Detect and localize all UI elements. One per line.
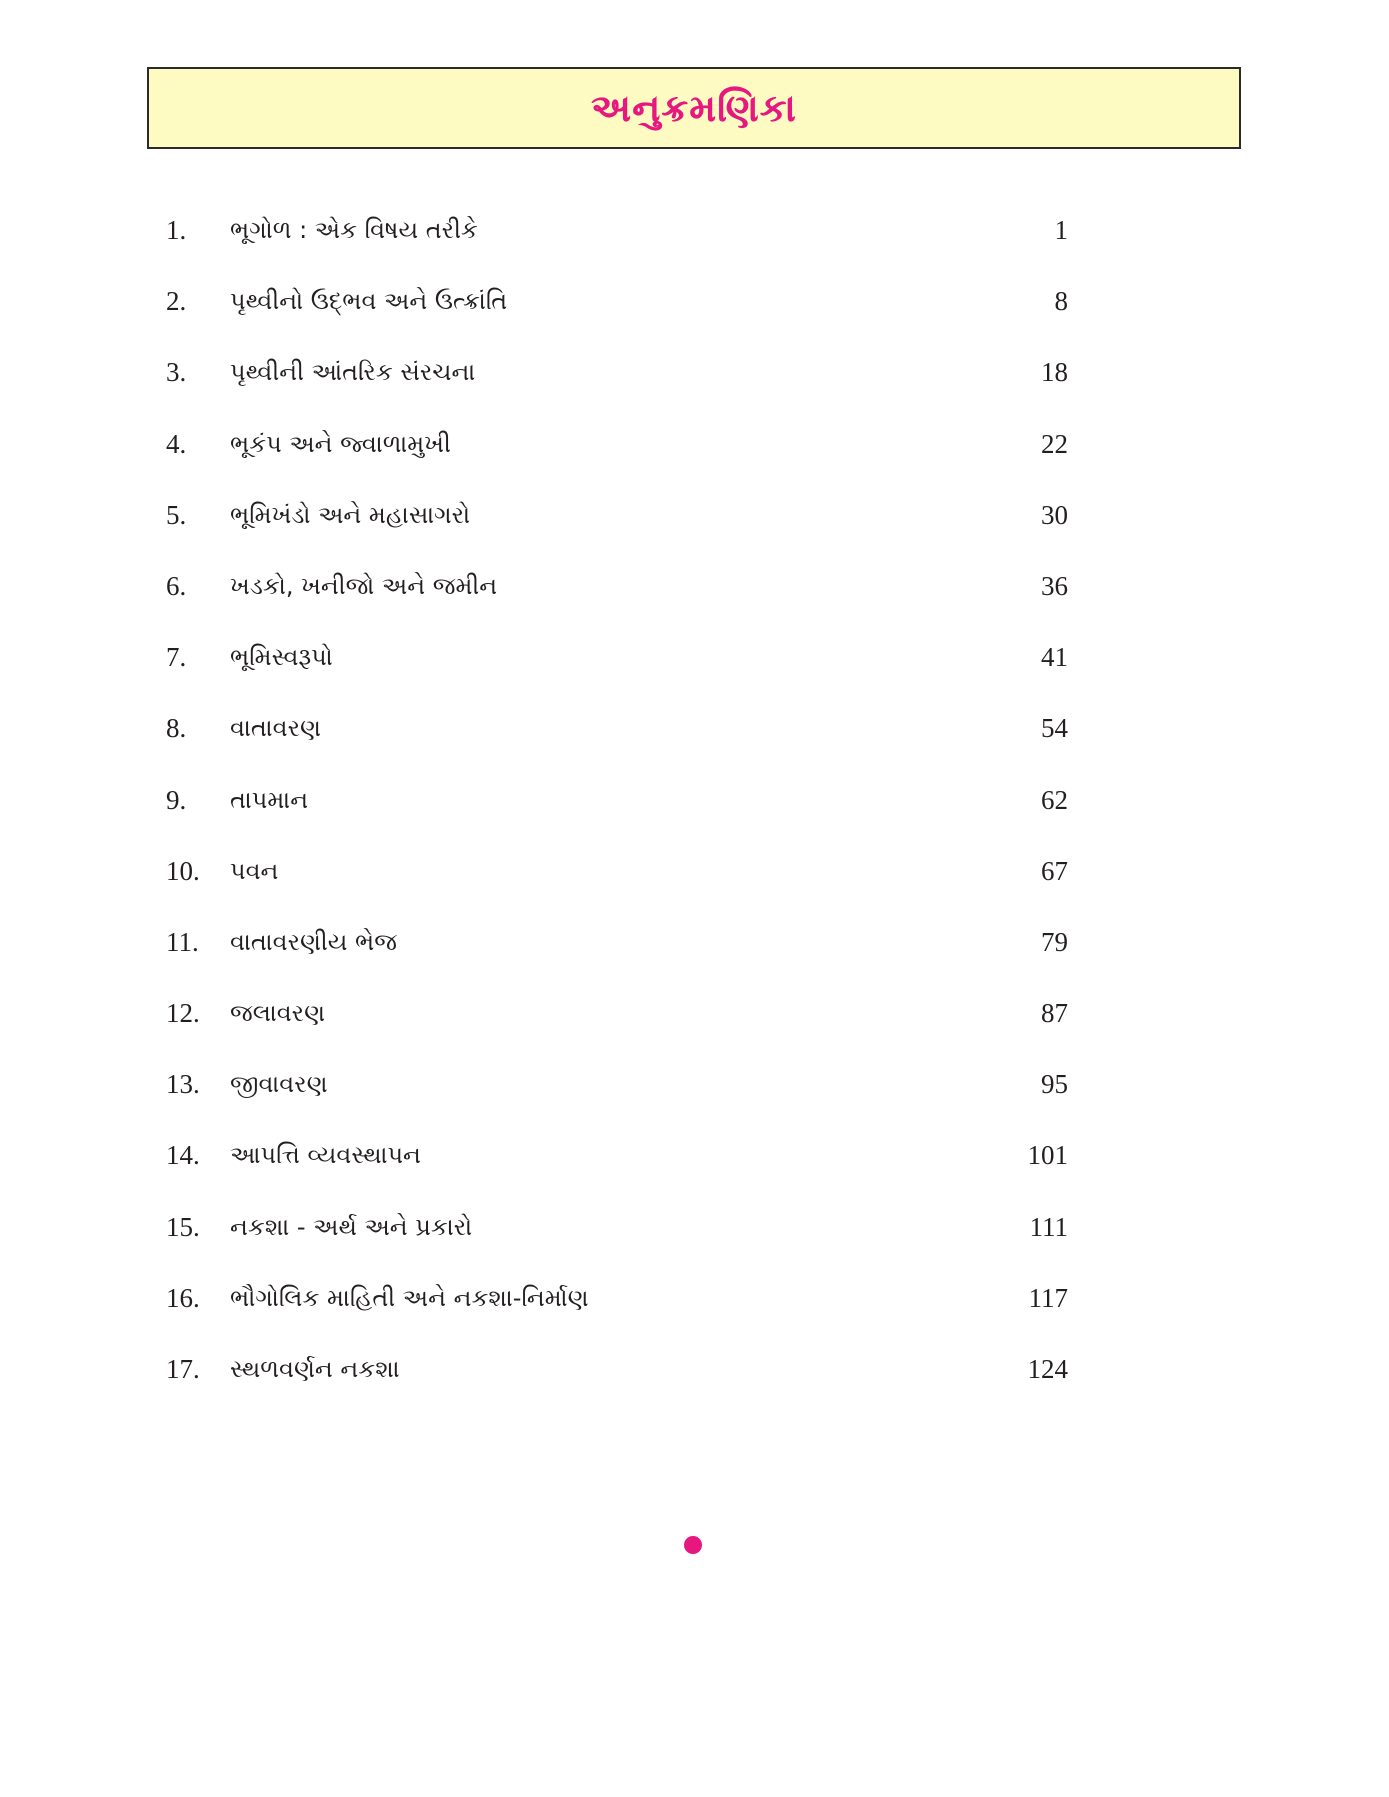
chapter-title: ભૌગોલિક માહિતી અને નકશા-નિર્માણ [230, 1283, 589, 1312]
page-number: 95 [1041, 1069, 1068, 1100]
chapter-number: 10. [166, 855, 200, 886]
page-number: 117 [1028, 1282, 1068, 1313]
page-number: 62 [1041, 784, 1068, 815]
chapter-title: ભૂમિખંડો અને મહાસાગરો [230, 500, 471, 529]
table-of-contents [166, 200, 1068, 1410]
chapter-title: ખડકો, ખનીજો અને જમીન [230, 571, 498, 600]
page-number: 87 [1041, 998, 1068, 1029]
page-title: અનુક્રમણિકા [591, 85, 797, 130]
chapter-number: 14. [166, 1140, 200, 1171]
chapter-number: 1. [166, 215, 187, 245]
page-number: 1 [1054, 215, 1068, 245]
chapter-title: વાતાવરણીય ભેજ [230, 927, 397, 956]
chapter-title: વાતાવરણ [230, 714, 321, 743]
toc-entry[interactable] [166, 271, 1068, 342]
toc-entry[interactable] [166, 1197, 1068, 1268]
toc-entry[interactable] [166, 1125, 1068, 1196]
page-number: 36 [1041, 570, 1068, 601]
page-number: 54 [1041, 713, 1068, 744]
page-number: 124 [1027, 1354, 1068, 1384]
chapter-title: તાપમાન [230, 785, 309, 814]
chapter-number: 13. [166, 1069, 200, 1100]
toc-entry[interactable] [166, 556, 1068, 627]
toc-entry[interactable] [166, 1054, 1068, 1125]
chapter-title: જીવાવરણ [230, 1070, 328, 1099]
chapter-number: 5. [166, 499, 187, 530]
page-number: 30 [1041, 499, 1068, 530]
page-number: 67 [1041, 855, 1068, 886]
page-number: 8 [1054, 286, 1068, 317]
chapter-number: 12. [166, 998, 200, 1029]
chapter-number: 6. [166, 570, 187, 601]
chapter-number: 17. [166, 1354, 200, 1384]
page-number: 111 [1029, 1211, 1068, 1242]
toc-entry[interactable] [166, 1268, 1068, 1339]
page-number: 41 [1041, 642, 1068, 673]
chapter-number: 9. [166, 784, 187, 815]
toc-entry[interactable] [166, 983, 1068, 1054]
toc-entry[interactable] [166, 841, 1068, 912]
page-number: 18 [1041, 357, 1068, 388]
chapter-title: પૃથ્વીનો ઉદ્ભવ અને ઉત્ક્રાંતિ [230, 287, 508, 316]
chapter-title: જલાવરણ [230, 999, 326, 1028]
toc-entry[interactable] [166, 770, 1068, 841]
chapter-number: 16. [166, 1282, 200, 1313]
toc-entry[interactable] [166, 342, 1068, 413]
chapter-title: સ્થળવર્ણન નકશા [230, 1355, 400, 1383]
page-marker-dot [684, 1536, 702, 1554]
toc-entry[interactable] [166, 912, 1068, 983]
chapter-title: આપત્તિ વ્યવસ્થાપન [230, 1141, 421, 1170]
page-number: 79 [1041, 926, 1068, 957]
chapter-number: 2. [166, 286, 187, 317]
chapter-number: 15. [166, 1211, 200, 1242]
chapter-title: પૃથ્વીની આંતરિક સંરચના [230, 358, 476, 387]
page-number: 101 [1027, 1140, 1068, 1171]
chapter-title: પવન [230, 856, 279, 885]
chapter-number: 11. [166, 926, 199, 957]
chapter-title: ભૂમિસ્વરૂપો [230, 643, 333, 672]
chapter-title: ભૂકંપ અને જ્વાળામુખી [230, 429, 451, 458]
chapter-title: નકશા - અર્થ અને પ્રકારો [230, 1212, 473, 1241]
title-banner [147, 67, 1241, 149]
toc-entry[interactable] [166, 414, 1068, 485]
toc-entry[interactable] [166, 627, 1068, 698]
toc-entry[interactable] [166, 200, 1068, 271]
page-number: 22 [1041, 428, 1068, 459]
chapter-number: 8. [166, 713, 187, 744]
toc-entry[interactable] [166, 1339, 1068, 1410]
toc-entry[interactable] [166, 698, 1068, 769]
chapter-title: ભૂગોળ : એક વિષય તરીકે [230, 216, 478, 244]
chapter-number: 3. [166, 357, 187, 388]
toc-entry[interactable] [166, 485, 1068, 556]
chapter-number: 7. [166, 642, 187, 673]
chapter-number: 4. [166, 428, 187, 459]
